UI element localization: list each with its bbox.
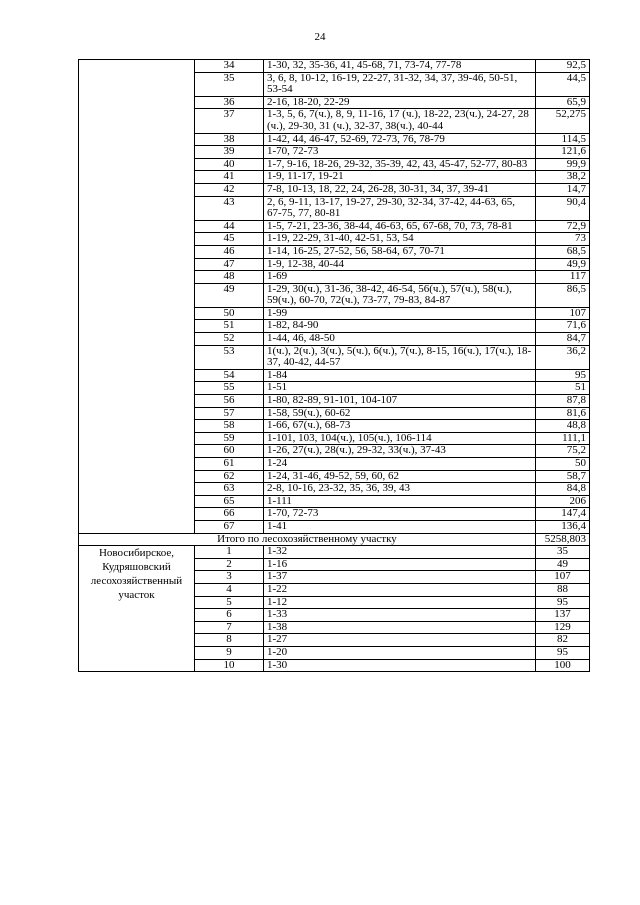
quarter-number-cell: 40	[195, 158, 264, 171]
area-cell: 36,2	[536, 345, 590, 369]
quarter-number-cell: 6	[195, 609, 264, 622]
area-cell: 35	[536, 546, 590, 559]
area-cell: 38,2	[536, 171, 590, 184]
plots-cell: 1-69	[264, 271, 536, 284]
region-name: Новосибирское, Кудряшовский лесохозяйственный участок	[79, 546, 195, 672]
area-cell: 49,9	[536, 258, 590, 271]
area-cell: 95	[536, 646, 590, 659]
plots-cell: 1-70, 72-73	[264, 508, 536, 521]
area-cell: 136,4	[536, 520, 590, 533]
plots-cell: 1-44, 46, 48-50	[264, 333, 536, 346]
plots-cell: 2-8, 10-16, 23-32, 35, 36, 39, 43	[264, 483, 536, 496]
quarter-number-cell: 51	[195, 320, 264, 333]
quarter-number-cell: 5	[195, 596, 264, 609]
area-cell: 92,5	[536, 60, 590, 73]
plots-cell: 1-24, 31-46, 49-52, 59, 60, 62	[264, 470, 536, 483]
plots-cell: 1-37	[264, 571, 536, 584]
plots-cell: 1-66, 67(ч.), 68-73	[264, 420, 536, 433]
quarter-number-cell: 63	[195, 483, 264, 496]
quarter-number-cell: 50	[195, 307, 264, 320]
quarter-number-cell: 10	[195, 659, 264, 672]
area-cell: 147,4	[536, 508, 590, 521]
table-row	[79, 60, 590, 73]
area-cell: 87,8	[536, 395, 590, 408]
area-cell: 206	[536, 495, 590, 508]
quarter-number-cell: 62	[195, 470, 264, 483]
plots-cell: 1-5, 7-21, 23-36, 38-44, 46-63, 65, 67-68, 70, 73, 78-81	[264, 220, 536, 233]
quarter-number-cell: 34	[195, 60, 264, 73]
quarter-number-cell: 43	[195, 196, 264, 220]
quarter-number-cell: 65	[195, 495, 264, 508]
plots-cell: 2-16, 18-20, 22-29	[264, 96, 536, 109]
plots-cell: 1-20	[264, 646, 536, 659]
plots-cell: 1-101, 103, 104(ч.), 105(ч.), 106-114	[264, 432, 536, 445]
area-cell: 68,5	[536, 245, 590, 258]
plots-cell: 1-24	[264, 458, 536, 471]
quarter-number-cell: 46	[195, 245, 264, 258]
plots-cell: 1-9, 12-38, 40-44	[264, 258, 536, 271]
quarter-number-cell: 41	[195, 171, 264, 184]
plots-cell: 1-27	[264, 634, 536, 647]
quarter-number-cell: 1	[195, 546, 264, 559]
quarter-number-cell: 52	[195, 333, 264, 346]
area-cell: 84,8	[536, 483, 590, 496]
area-cell: 51	[536, 382, 590, 395]
plots-cell: 1-70, 72-73	[264, 146, 536, 159]
plots-cell: 1-30, 32, 35-36, 41, 45-68, 71, 73-74, 77-78	[264, 60, 536, 73]
plots-cell: 1-9, 11-17, 19-21	[264, 171, 536, 184]
plots-cell: 1-29, 30(ч.), 31-36, 38-42, 46-54, 56(ч.), 57(ч.), 58(ч.), 59(ч.), 60-70, 72(ч.), 73-77, 79-83, 84-87	[264, 283, 536, 307]
page-number: 24	[314, 31, 326, 43]
quarter-number-cell: 2	[195, 558, 264, 571]
quarter-number-cell: 37	[195, 109, 264, 133]
plots-cell: 1-51	[264, 382, 536, 395]
quarter-number-cell: 55	[195, 382, 264, 395]
quarter-number-cell: 47	[195, 258, 264, 271]
area-cell: 90,4	[536, 196, 590, 220]
area-cell: 52,275	[536, 109, 590, 133]
quarter-number-cell: 9	[195, 646, 264, 659]
area-cell: 100	[536, 659, 590, 672]
plots-cell: 1-80, 82-89, 91-101, 104-107	[264, 395, 536, 408]
plots-cell: 1-14, 16-25, 27-52, 56, 58-64, 67, 70-71	[264, 245, 536, 258]
plots-cell: 1-26, 27(ч.), 28(ч.), 29-32, 33(ч.), 37-43	[264, 445, 536, 458]
plots-cell: 1-12	[264, 596, 536, 609]
area-cell: 137	[536, 609, 590, 622]
area-cell: 48,8	[536, 420, 590, 433]
plots-cell: 1-42, 44, 46-47, 52-69, 72-73, 76, 78-79	[264, 133, 536, 146]
area-cell: 99,9	[536, 158, 590, 171]
quarter-number-cell: 44	[195, 220, 264, 233]
plots-cell: 1-19, 22-29, 31-40, 42-51, 53, 54	[264, 233, 536, 246]
table-row	[79, 546, 590, 559]
quarter-number-cell: 4	[195, 583, 264, 596]
forest-quarters-table	[78, 59, 590, 672]
plots-cell: 1(ч.), 2(ч.), 3(ч.), 5(ч.), 6(ч.), 7(ч.), 8-15, 16(ч.), 17(ч.), 18-37, 40-42, 44-57	[264, 345, 536, 369]
area-cell: 88	[536, 583, 590, 596]
area-cell: 81,6	[536, 407, 590, 420]
quarter-number-cell: 59	[195, 432, 264, 445]
area-cell: 111,1	[536, 432, 590, 445]
plots-cell: 1-111	[264, 495, 536, 508]
area-cell: 129	[536, 621, 590, 634]
plots-cell: 1-38	[264, 621, 536, 634]
area-cell: 49	[536, 558, 590, 571]
plots-cell: 7-8, 10-13, 18, 22, 24, 26-28, 30-31, 34, 37, 39-41	[264, 183, 536, 196]
area-cell: 107	[536, 571, 590, 584]
quarter-number-cell: 60	[195, 445, 264, 458]
quarter-number-cell: 49	[195, 283, 264, 307]
table-body	[79, 60, 590, 672]
area-cell: 71,6	[536, 320, 590, 333]
region-cell-empty	[79, 60, 195, 534]
quarter-number-cell: 56	[195, 395, 264, 408]
area-cell: 84,7	[536, 333, 590, 346]
quarter-number-cell: 48	[195, 271, 264, 284]
quarter-number-cell: 39	[195, 146, 264, 159]
quarter-number-cell: 36	[195, 96, 264, 109]
subtotal-label: Итого по лесохозяйственному участку	[79, 533, 536, 546]
area-cell: 14,7	[536, 183, 590, 196]
plots-cell: 1-22	[264, 583, 536, 596]
quarter-number-cell: 7	[195, 621, 264, 634]
area-cell: 107	[536, 307, 590, 320]
plots-cell: 1-3, 5, 6, 7(ч.), 8, 9, 11-16, 17 (ч.), 18-22, 23(ч.), 24-27, 28 (ч.), 29-30, 31 (ч.), 32-37, 38(ч.), 40-44	[264, 109, 536, 133]
quarter-number-cell: 67	[195, 520, 264, 533]
area-cell: 44,5	[536, 72, 590, 96]
plots-cell: 1-58, 59(ч.), 60-62	[264, 407, 536, 420]
area-cell: 65,9	[536, 96, 590, 109]
quarter-number-cell: 61	[195, 458, 264, 471]
area-cell: 121,6	[536, 146, 590, 159]
plots-cell: 1-16	[264, 558, 536, 571]
area-cell: 75,2	[536, 445, 590, 458]
plots-cell: 1-7, 9-16, 18-26, 29-32, 35-39, 42, 43, 45-47, 52-77, 80-83	[264, 158, 536, 171]
area-cell: 117	[536, 271, 590, 284]
area-cell: 86,5	[536, 283, 590, 307]
plots-cell: 1-32	[264, 546, 536, 559]
area-cell: 58,7	[536, 470, 590, 483]
plots-cell: 1-99	[264, 307, 536, 320]
plots-cell: 1-41	[264, 520, 536, 533]
quarter-number-cell: 45	[195, 233, 264, 246]
area-cell: 95	[536, 596, 590, 609]
area-cell: 95	[536, 369, 590, 382]
plots-cell: 1-82, 84-90	[264, 320, 536, 333]
area-cell: 73	[536, 233, 590, 246]
quarter-number-cell: 53	[195, 345, 264, 369]
subtotal-value: 5258,803	[536, 533, 590, 546]
area-cell: 82	[536, 634, 590, 647]
quarter-number-cell: 3	[195, 571, 264, 584]
plots-cell: 1-33	[264, 609, 536, 622]
quarter-number-cell: 57	[195, 407, 264, 420]
quarter-number-cell: 35	[195, 72, 264, 96]
quarter-number-cell: 8	[195, 634, 264, 647]
area-cell: 72,9	[536, 220, 590, 233]
quarter-number-cell: 54	[195, 369, 264, 382]
plots-cell: 3, 6, 8, 10-12, 16-19, 22-27, 31-32, 34, 37, 39-46, 50-51, 53-54	[264, 72, 536, 96]
quarter-number-cell: 58	[195, 420, 264, 433]
plots-cell: 1-84	[264, 369, 536, 382]
quarter-number-cell: 38	[195, 133, 264, 146]
quarter-number-cell: 42	[195, 183, 264, 196]
subtotal-row	[79, 533, 590, 546]
plots-cell: 2, 6, 9-11, 13-17, 19-27, 29-30, 32-34, 37-42, 44-63, 65, 67-75, 77, 80-81	[264, 196, 536, 220]
plots-cell: 1-30	[264, 659, 536, 672]
area-cell: 50	[536, 458, 590, 471]
area-cell: 114,5	[536, 133, 590, 146]
quarter-number-cell: 66	[195, 508, 264, 521]
